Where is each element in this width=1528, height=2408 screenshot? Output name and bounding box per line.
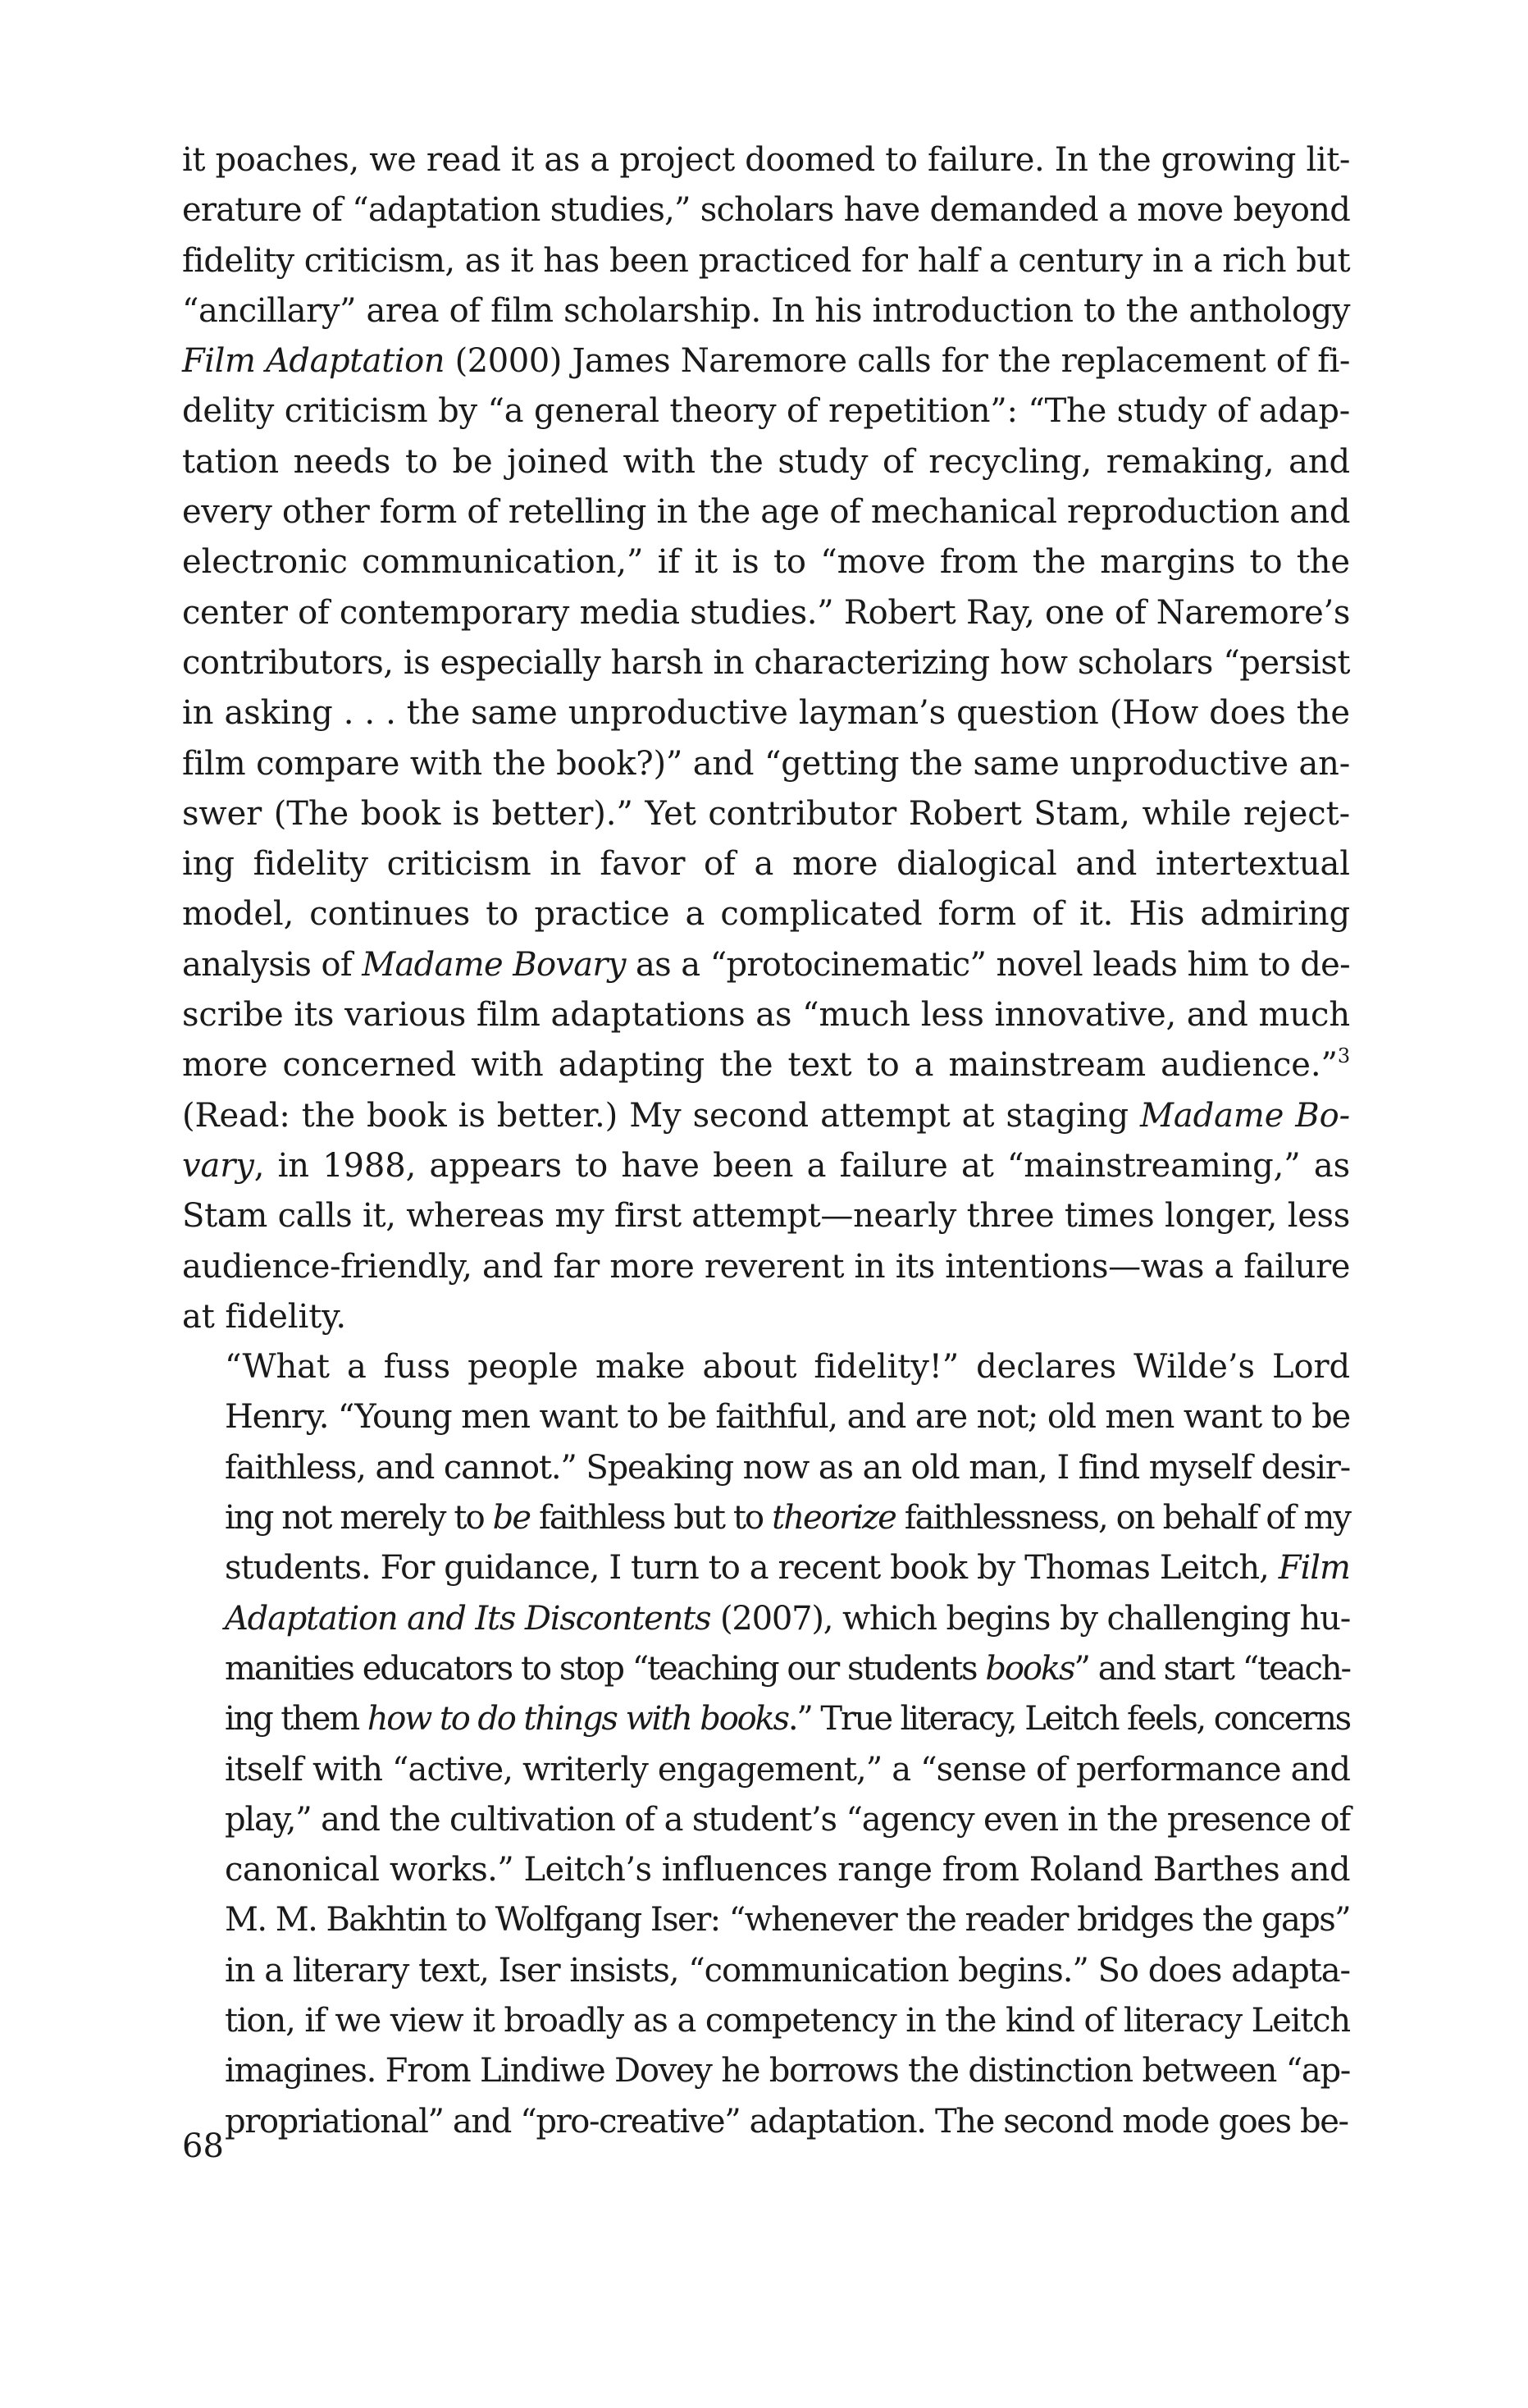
text-line: [182, 1040, 1350, 1090]
text-line: [182, 1845, 1350, 1895]
text-run: model, continues to practice a complicated form of it. His admiring: [182, 895, 1350, 934]
text-line: [182, 889, 1350, 939]
text-run: (Read: the book is better.) My second attempt at staging: [182, 1096, 1140, 1135]
text-run: every other form of retelling in the age of mechanical reproduction and: [182, 493, 1350, 532]
text-run: analysis of: [182, 945, 363, 984]
text-line: [182, 1996, 1350, 2046]
text-line: [182, 1795, 1350, 1845]
text-run: Henry. “Young men want to be faithful, and are not; old men want to be: [225, 1398, 1350, 1437]
text-line: [182, 1191, 1350, 1241]
text-line: [182, 286, 1350, 336]
footnote-marker: 3: [1337, 1044, 1350, 1068]
text-run: more concerned with adapting the text to a mainstream audience.”: [182, 1046, 1338, 1085]
text-line: [182, 1091, 1350, 1141]
text-line: [182, 990, 1350, 1040]
text-run: it poaches, we read it as a project doomed to failure. In the growing lit-: [182, 141, 1350, 179]
paragraph: [182, 1342, 1350, 2147]
text-run: as a “protocinematic” novel leads him to de-: [625, 945, 1350, 984]
text-run: in asking . . . the same unproductive layman’s question (How does the: [182, 694, 1350, 733]
text-line: [182, 1292, 1350, 1342]
text-line: [182, 437, 1350, 487]
text-line: [182, 739, 1350, 789]
italic-text: theorize: [772, 1499, 896, 1538]
text-line: [182, 185, 1350, 235]
italic-text: be: [492, 1499, 531, 1538]
text-line: [182, 2046, 1350, 2096]
text-run: M. M. Bakhtin to Wolfgang Iser: “whenever the reader bridges the gaps”: [225, 1901, 1350, 1940]
text-run: propriational” and “pro-creative” adaptation. The second mode goes be-: [225, 2102, 1348, 2141]
italic-text: Madame Bovary: [362, 945, 626, 984]
text-line: [182, 688, 1350, 738]
text-run: (2000) James Naremore calls for the replacement of fi-: [445, 342, 1351, 381]
text-run: students. For guidance, I turn to a recent book by Thomas Leitch,: [225, 1549, 1279, 1588]
italic-text: Film: [1278, 1549, 1350, 1588]
italic-text: how to do things with books: [367, 1700, 788, 1739]
italic-text: Film Adaptation: [182, 342, 445, 381]
text-line: [182, 1342, 1350, 1392]
text-run: film compare with the book?)” and “getting the same unproductive an-: [182, 744, 1350, 783]
text-run: faithlessness, on behalf of my: [895, 1499, 1350, 1538]
text-line: [182, 789, 1350, 839]
text-run: tation needs to be joined with the study of recycling, remaking, and: [182, 442, 1350, 481]
text-line: [182, 940, 1350, 990]
text-line: [182, 386, 1350, 436]
paragraph: [182, 135, 1350, 1342]
text-run: audience-friendly, and far more reverent in its intentions—was a failure: [182, 1247, 1350, 1286]
text-run: delity criticism by “a general theory of repetition”: “The study of adap-: [182, 392, 1350, 431]
text-line: [182, 1543, 1350, 1593]
text-line: [182, 1493, 1350, 1543]
text-line: [182, 839, 1350, 889]
text-run: scribe its various film adaptations as “much less innovative, and much: [182, 996, 1350, 1035]
text-line: [182, 135, 1350, 185]
text-run: manities educators to stop “teaching our students: [225, 1649, 986, 1688]
page-number: 68: [182, 2127, 224, 2165]
text-run: electronic communication,” if it is to “move from the margins to the: [182, 543, 1350, 582]
text-run: itself with “active, writerly engagement,” a “sense of performance and: [225, 1750, 1350, 1789]
text-line: [182, 1141, 1350, 1191]
text-run: at fidelity.: [182, 1297, 346, 1336]
text-line: [182, 1242, 1350, 1292]
italic-text: vary: [182, 1146, 254, 1185]
text-run: canonical works.” Leitch’s influences range from Roland Barthes and: [225, 1851, 1350, 1889]
text-run: erature of “adaptation studies,” scholars have demanded a move beyond: [182, 191, 1350, 230]
text-run: play,” and the cultivation of a student’s “agency even in the presence of: [225, 1800, 1350, 1839]
text-line: [182, 236, 1350, 286]
text-run: ing them: [225, 1700, 367, 1739]
italic-text: Adaptation and Its Discontents: [225, 1599, 711, 1638]
text-run: (2007), which begins by challenging hu-: [710, 1599, 1350, 1638]
text-run: faithless but to: [530, 1499, 773, 1538]
text-line: [182, 1392, 1350, 1442]
text-line: [182, 537, 1350, 587]
text-run: contributors, is especially harsh in characterizing how scholars “persist: [182, 643, 1350, 682]
text-line: [182, 487, 1350, 537]
text-run: ” and start “teach-: [1074, 1649, 1350, 1688]
italic-text: Madame Bo-: [1140, 1096, 1350, 1135]
text-run: ing not merely to: [225, 1499, 493, 1538]
text-line: [182, 1594, 1350, 1644]
text-run: swer (The book is better).” Yet contributor Robert Stam, while reject-: [182, 794, 1350, 833]
text-line: [182, 1443, 1350, 1493]
text-run: , in 1988, appears to have been a failure at “mainstreaming,” as: [253, 1146, 1350, 1185]
text-run: “What a fuss people make about fidelity!” declares Wilde’s Lord: [225, 1348, 1350, 1387]
text-run: “ancillary” area of film scholarship. In his introduction to the anthology: [182, 291, 1350, 330]
text-line: [182, 1895, 1350, 1945]
text-run: center of contemporary media studies.” Robert Ray, one of Naremore’s: [182, 593, 1350, 632]
text-line: [182, 1694, 1350, 1744]
text-line: [182, 336, 1350, 386]
text-run: faithless, and cannot.” Speaking now as an old man, I find myself desir-: [225, 1448, 1350, 1487]
text-run: .” True literacy, Leitch feels, concerns: [787, 1700, 1350, 1739]
text-run: in a literary text, Iser insists, “communication begins.” So does adapta-: [225, 1951, 1350, 1990]
text-line: [182, 1644, 1350, 1694]
text-run: Stam calls it, whereas my first attempt—nearly three times longer, less: [182, 1197, 1350, 1236]
text-run: tion, if we view it broadly as a competency in the kind of literacy Leitch: [225, 2001, 1350, 2040]
italic-text: books: [985, 1649, 1074, 1688]
body-text: [182, 135, 1350, 2147]
text-run: ing fidelity criticism in favor of a more dialogical and intertextual: [182, 845, 1350, 884]
text-line: [182, 638, 1350, 688]
text-line: [182, 1745, 1350, 1795]
text-run: fidelity criticism, as it has been practiced for half a century in a rich but: [182, 241, 1350, 280]
text-line: [182, 2097, 1350, 2147]
text-line: [182, 1946, 1350, 1996]
text-line: [182, 588, 1350, 638]
text-run: imagines. From Lindiwe Dovey he borrows the distinction between “ap-: [225, 2052, 1350, 2090]
